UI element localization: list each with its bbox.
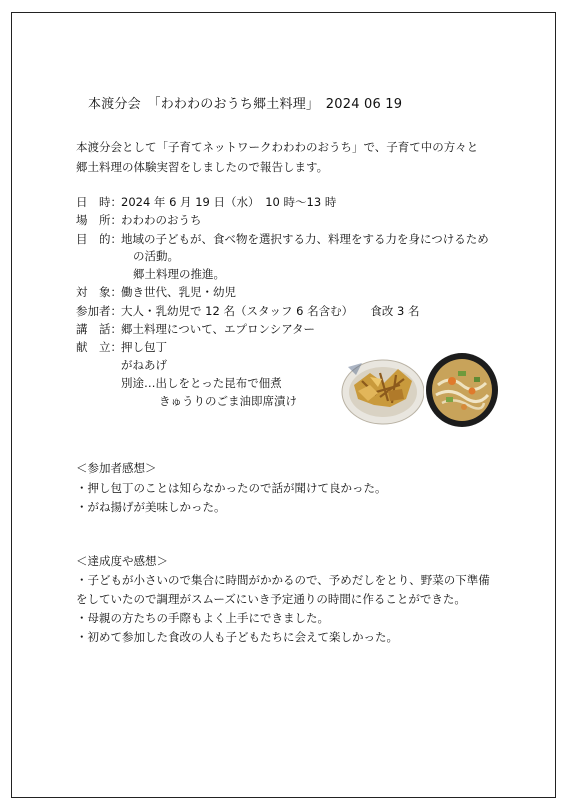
target-value: 働き世代、乳児・幼児 bbox=[121, 285, 236, 299]
document-title: 本渡分会 「わわわのおうち郷土料理」 2024 06 19 bbox=[88, 97, 403, 112]
menu-item-1: 押し包丁 bbox=[121, 340, 167, 354]
achievement-item-2: ・母親の方たちの手際もよく上手にできました。 bbox=[76, 611, 329, 625]
date-value: 2024 年 6 月 19 日（水） 10 時～13 時 bbox=[121, 195, 337, 209]
menu-item-2: がねあげ bbox=[121, 358, 167, 372]
feedback-item-2: ・がね揚げが美味しかった。 bbox=[76, 500, 226, 514]
menu-item-4: きゅうりのごま油即席漬け bbox=[159, 394, 297, 408]
menu-label: 献 立： bbox=[76, 340, 122, 354]
date-label: 日 時： bbox=[76, 195, 122, 209]
achievement-heading: ＜達成度や感想＞ bbox=[76, 554, 168, 568]
feedback-item-1: ・押し包丁のことは知らなかったので話が聞けて良かった。 bbox=[76, 481, 387, 495]
intro-line-2: 郷土料理の体験実習をしましたので報告します。 bbox=[76, 160, 329, 174]
lecture-label: 講 話： bbox=[76, 322, 122, 336]
menu-item-3: 別途…出しをとった昆布で佃煮 bbox=[121, 376, 282, 390]
feedback-heading: ＜参加者感想＞ bbox=[76, 461, 157, 475]
achievement-item-1: ・子どもが小さいので集合に時間がかかるので、予めだしをとり、野菜の下準備 bbox=[76, 573, 490, 587]
place-value: わわわのおうち bbox=[121, 213, 202, 227]
place-label: 場 所： bbox=[76, 213, 122, 227]
participants-value: 大人・乳幼児で 12 名（スタッフ 6 名含む） 食改 3 名 bbox=[121, 304, 420, 318]
ganeage-photo bbox=[340, 355, 426, 427]
intro-line-1: 本渡分会として「子育てネットワークわわわのおうち」で、子育て中の方々と bbox=[76, 140, 479, 154]
purpose-value-line-3: 郷土料理の推進。 bbox=[133, 267, 225, 281]
oshibocho-photo bbox=[424, 351, 500, 429]
purpose-label: 目 的： bbox=[76, 232, 122, 246]
achievement-item-3: ・初めて参加した食改の人も子どもたちに会えて楽しかった。 bbox=[76, 630, 398, 644]
lecture-value: 郷土料理について、エプロンシアター bbox=[121, 322, 315, 336]
participants-label: 参加者： bbox=[76, 304, 122, 318]
purpose-value-line-1: 地域の子どもが、食べ物を選択する力、料理をする力を身につけるため bbox=[121, 232, 489, 246]
purpose-value-line-2: の活動。 bbox=[133, 249, 179, 263]
target-label: 対 象： bbox=[76, 285, 122, 299]
achievement-item-1-cont: をしていたので調理がスムーズにいき予定通りの時間に作ることができた。 bbox=[76, 592, 466, 606]
